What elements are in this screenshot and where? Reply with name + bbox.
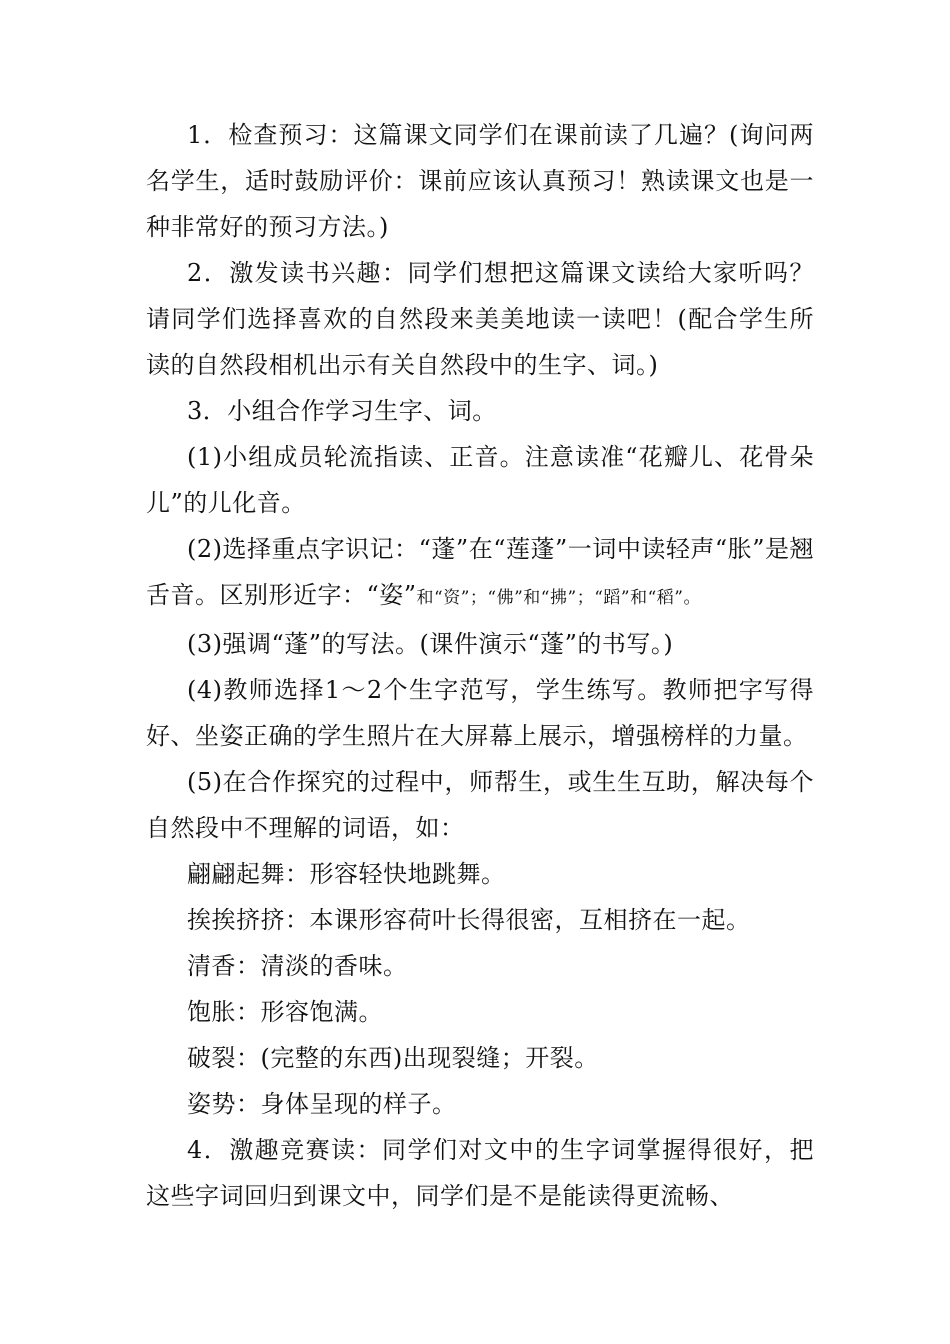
paragraph-step-5: (5)在合作探究的过程中，师帮生，或生生互助，解决每个自然段中不理解的词语，如： (146, 768, 814, 842)
paragraph-step-3: (3)强调“蓬”的写法。(课件演示“蓬”的书写。) (187, 630, 674, 658)
definition-item: 破裂：(完整的东西)出现裂缝；开裂。 (187, 1044, 599, 1072)
paragraph-reading-interest: 2．激发读书兴趣：同学们想把这篇课文读给大家听吗？请同学们选择喜欢的自然段来美美地读一读吧！(配合学生所读的自然段相机出示有关自然段中的生字、词。) (146, 259, 814, 379)
paragraph-competition-reading: 4．激趣竞赛读：同学们对文中的生字词掌握得很好，把这些字词回归到课文中，同学们是不是能读得更流畅、 (146, 1136, 814, 1210)
paragraph-step-4: (4)教师选择1～2个生字范写，学生练写。教师把字写得好、坐姿正确的学生照片在大屏幕上展示，增强榜样的力量。 (146, 676, 814, 750)
step-2-main-text: (2)选择重点字识记：“蓬”在“莲蓬”一词中读轻声“胀”是翘舌音。区别形近字：“姿” (146, 535, 814, 609)
paragraph-group-study: 3．小组合作学习生字、词。 (187, 397, 497, 425)
definition-item: 挨挨挤挤：本课形容荷叶长得很密，互相挤在一起。 (187, 906, 751, 934)
definition-item: 饱胀：形容饱满。 (187, 998, 383, 1026)
definition-item: 翩翩起舞：形容轻快地跳舞。 (187, 860, 506, 888)
definition-item: 姿势：身体呈现的样子。 (187, 1090, 457, 1118)
step-2-small-text: 和“资”；“佛”和“拂”；“蹈”和“稻”。 (416, 588, 701, 608)
paragraph-step-2 (146, 526, 814, 621)
document-body (146, 112, 814, 1219)
paragraph-check-preview: 1．检查预习：这篇课文同学们在课前读了几遍？(询问两名学生，适时鼓励评价：课前应该认真预习！熟读课文也是一种非常好的预习方法。) (146, 121, 814, 241)
paragraph-step-1: (1)小组成员轮流指读、正音。注意读准“花瓣儿、花骨朵儿”的儿化音。 (146, 443, 814, 517)
definition-item: 清香：清淡的香味。 (187, 952, 408, 980)
